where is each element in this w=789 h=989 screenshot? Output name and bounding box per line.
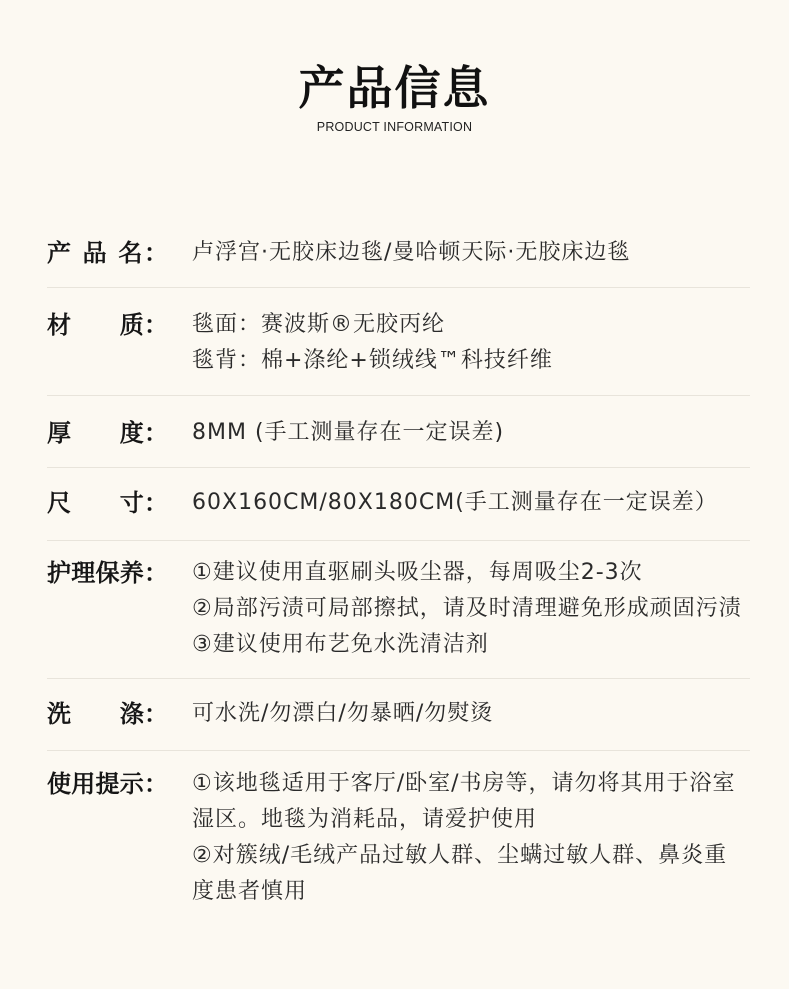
row-value-line: 毯背：棉+涤纶+锁绒线™科技纤维 (192, 348, 553, 373)
row-value-line: 湿区。地毯为消耗品，请爱护使用 (192, 807, 538, 832)
row-divider (47, 287, 750, 288)
row-value-line: 度患者慎用 (192, 879, 308, 904)
row-value-line: 可水洗/勿漂白/勿暴晒/勿熨烫 (192, 701, 494, 726)
row-value-line: 60X160CM/80X180CM(手工测量存在一定误差） (192, 490, 718, 515)
row-divider (47, 540, 750, 541)
row-label: 护理保养： (47, 559, 168, 587)
row-value (192, 766, 736, 910)
row-value-line: ①建议使用直驱刷头吸尘器，每周吸尘2-3次 (192, 560, 643, 585)
row-value-line: ②对簇绒/毛绒产品过敏人群、尘螨过敏人群、鼻炎重 (192, 843, 728, 868)
row-divider (47, 678, 750, 679)
row-value-line: 8MM (手工测量存在一定误差) (192, 420, 505, 445)
row-value (192, 307, 553, 379)
row-value-line: ①该地毯适用于客厅/卧室/书房等，请勿将其用于浴室 (192, 771, 736, 796)
row-label: 材 质： (47, 311, 168, 339)
row-divider (47, 750, 750, 751)
row-label: 产 品 名： (47, 239, 168, 267)
row-value (192, 696, 493, 732)
row-value-line: 毯面：赛波斯®无胶丙纶 (192, 312, 446, 337)
row-value (192, 235, 630, 271)
row-value (192, 485, 718, 521)
row-value (192, 415, 504, 451)
row-label: 洗 涤： (47, 700, 168, 728)
page-title: 产品信息 (298, 61, 491, 115)
row-value-line: ②局部污渍可局部擦拭，请及时清理避免形成顽固污渍 (192, 596, 742, 621)
row-value-line: 卢浮宫·无胶床边毯/曼哈顿天际·无胶床边毯 (192, 240, 631, 265)
page-subtitle: PRODUCT INFORMATION (316, 120, 473, 134)
row-label: 使用提示： (47, 770, 168, 798)
row-divider (47, 395, 750, 396)
row-value-line: ③建议使用布艺免水洗清洁剂 (192, 632, 489, 657)
row-label: 厚 度： (47, 419, 168, 447)
row-divider (47, 467, 750, 468)
row-value (192, 555, 742, 663)
row-label: 尺 寸： (47, 489, 168, 517)
